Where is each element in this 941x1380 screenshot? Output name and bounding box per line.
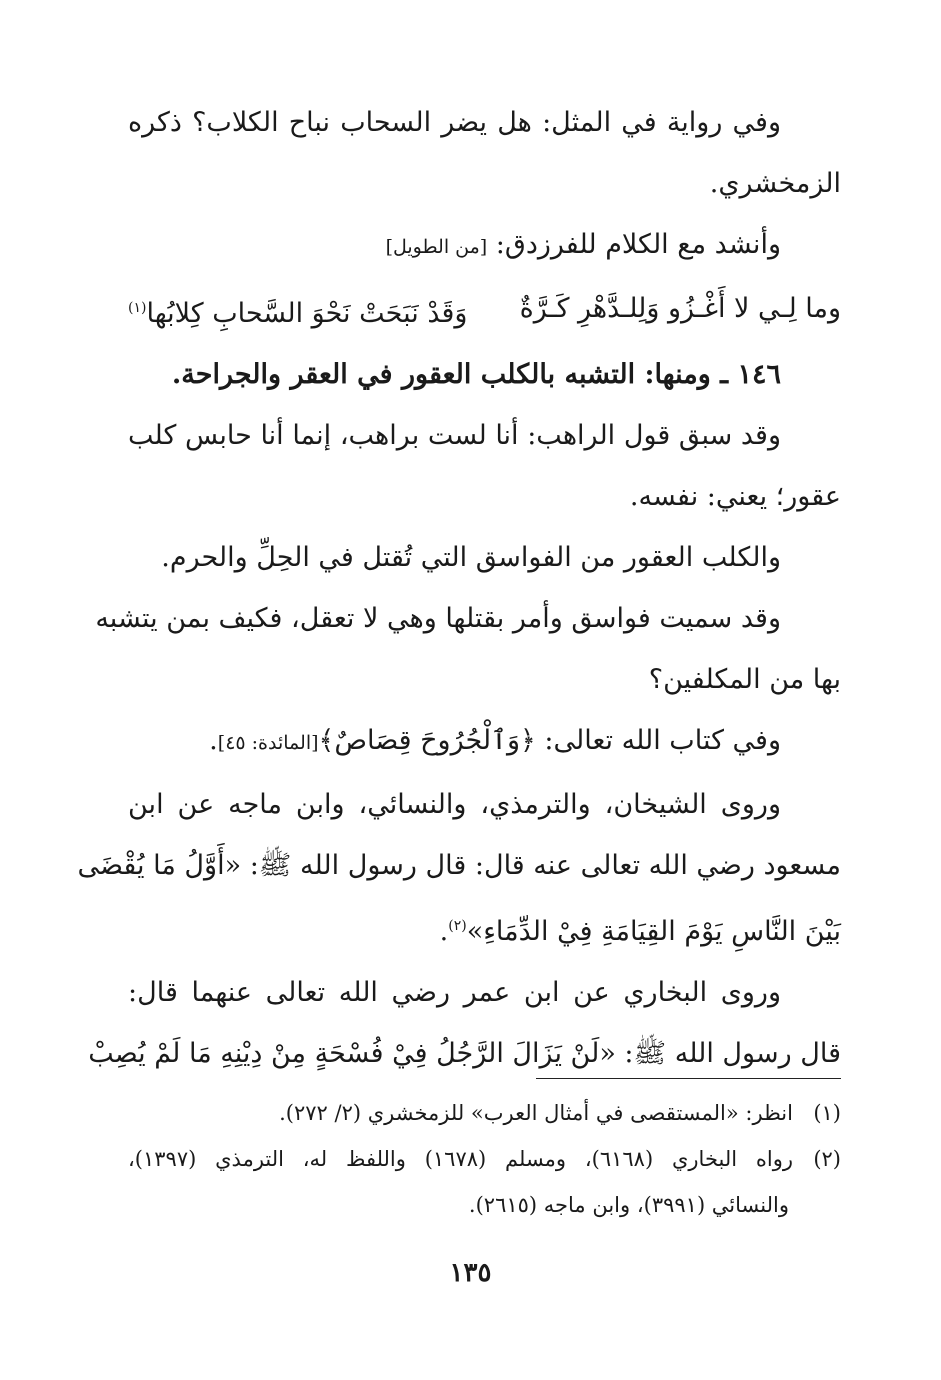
- paragraph-line: وفي رواية في المثل: هل يضر السحاب نباح الكلاب؟ ذكره: [128, 107, 781, 138]
- poem-intro-text: وأنشد مع الكلام للفرزدق:: [487, 229, 781, 260]
- quran-citation-line: وفي كتاب الله تعالى: ﴿وَٱلْجُرُوحَ قِصَاصٌ﴾[المائدة: ٤٥].: [209, 725, 781, 756]
- verse-second-hemistich: وَقَدْ نَبَحَتْ نَحْوَ السَّحابِ كِلابُها$^{(١)}$: [128, 298, 468, 329]
- poetry-verse: [128, 278, 841, 344]
- footnote-1: [128, 1090, 841, 1136]
- footnote-text: رواه البخاري (٦١٦٨)، ومسلم (١٦٧٨) واللفظ له، الترمذي (١٣٩٧)،: [128, 1147, 793, 1171]
- section-heading: ١٤٦ ـ ومنها: التشبه بالكلب العقور في العقر والجراحة.: [171, 359, 781, 390]
- footnotes: [128, 1090, 841, 1228]
- footnote-ref: (١): [128, 300, 147, 316]
- verse-first-hemistich: وما لِـي لا أَغْـزُو وَلِلـدَّهْرِ كَـرَّةٌ: [519, 293, 841, 324]
- footnote-2: [128, 1136, 841, 1182]
- footnote-2-continued: والنسائي (٣٩٩١)، وابن ماجه (٢٦١٥).: [468, 1193, 789, 1217]
- footnote-text: انظر: «المستقصى في أمثال العرب» للزمخشري (٢/ ٢٧٢).: [279, 1101, 793, 1125]
- paragraph-line: والكلب العقور من الفواسق التي تُقتل في الحِلِّ والحرم.: [161, 542, 781, 573]
- footnote-ref: (٢): [448, 918, 467, 934]
- paragraph-line: الزمخشري.: [709, 168, 841, 199]
- paragraph-line: قال رسول الله ﷺ: «لَنْ يَزَالَ الرَّجُلُ فِيْ فُسْحَةٍ مِنْ دِيْنِهِ مَا لَمْ يُصِبْ: [88, 1038, 841, 1069]
- paragraph-line: وروى البخاري عن ابن عمر رضي الله تعالى عنهما قال:: [128, 977, 781, 1008]
- paragraph-line: وقد سميت فواسق وأمر بقتلها وهي لا تعقل، فكيف بمن يتشبه: [95, 603, 781, 634]
- quran-verse: ﴿وَٱلْجُرُوحَ قِصَاصٌ﴾: [318, 725, 536, 756]
- meter-label: [من الطويل]: [385, 236, 488, 258]
- poem-intro: [128, 214, 841, 278]
- hadith-line: بَيْنَ النَّاسِ يَوْمَ القِيَامَةِ فِيْ الدِّمَاءِ»$^{(٢)}$.: [439, 916, 841, 947]
- page-number: ١٣٥: [449, 1258, 492, 1288]
- main-text: [77, 92, 841, 1084]
- paragraph-line: عقور؛ يعني: نفسه.: [629, 481, 841, 512]
- citation-intro: وفي كتاب الله تعالى:: [535, 725, 781, 756]
- paragraph-line: وقد سبق قول الراهب: أنا لست براهب، إنما أنا حابس كلب: [128, 420, 781, 451]
- paragraph-line: مسعود رضي الله تعالى عنه قال: قال رسول الله ﷺ: «أَوَّلُ مَا يُقْضَى: [77, 850, 841, 881]
- paragraph-line: وروى الشيخان، والترمذي، والنسائي، وابن ماجه عن ابن: [128, 789, 781, 820]
- paragraph-line: بها من المكلفين؟: [648, 664, 841, 695]
- footnote-number: (١): [813, 1101, 841, 1125]
- footnote-number: (٢): [813, 1147, 841, 1171]
- surah-reference: [المائدة: ٤٥]: [217, 732, 319, 754]
- footnote-separator: [536, 1078, 841, 1079]
